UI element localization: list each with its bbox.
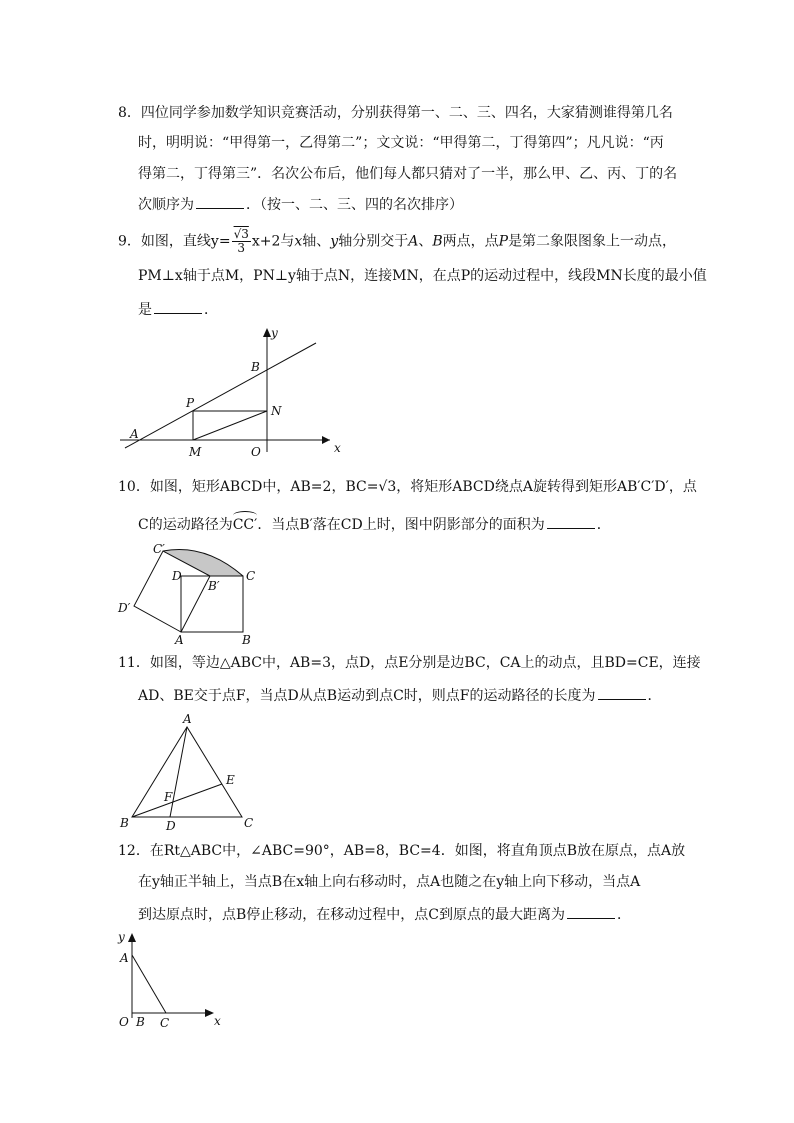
label-y: y [118, 930, 125, 944]
q9-text: 轴、 [302, 233, 331, 250]
label-b: B [242, 633, 251, 647]
label-a: A [175, 633, 184, 647]
label-n: N [271, 404, 282, 418]
label-c: C [160, 1016, 170, 1030]
q9-var: x [294, 233, 303, 250]
q11-line-1: 11．如图，等边△ABC中，AB=3，点D，点E分别是边BC，CA上的动点，且BD=CE，连接 [118, 655, 701, 671]
y-axis-arrow-icon [128, 933, 136, 942]
q9-text: 、 [418, 233, 433, 250]
q9-text: 是 [138, 302, 152, 318]
label-a: A [130, 427, 139, 441]
label-e: E [226, 773, 235, 787]
q12-line-1: 12．在Rt△ABC中，∠ABC=90°，AB=8，BC=4．如图，将直角顶点B放在原点，点A放 [118, 843, 686, 859]
label-d1: D′ [118, 601, 131, 615]
label-b: B [120, 816, 129, 830]
label-f: F [164, 790, 173, 804]
label-b1: B′ [208, 579, 220, 593]
q11-text: AD、BE交于点F，当点D从点B运动到点C时，则点F的运动路径的长度为 [138, 688, 596, 704]
q12-text: 到达原点时，点B停止移动，在移动过程中，点C到原点的最大距离为 [138, 907, 565, 923]
q9-var: B [432, 233, 443, 250]
q9-text: 是第二象限图象上一动点， [508, 233, 677, 250]
q9-var: A [408, 233, 419, 250]
q8-line-3: 得第二，丁得第三”．名次公布后，他们每人都只猜对了一半，那么甲、乙、丙、丁的名 [138, 166, 678, 182]
fraction-denominator: 3 [237, 241, 246, 255]
q8-text: 次顺序为 [138, 197, 194, 213]
label-c: C [246, 569, 256, 583]
segment-ac [132, 955, 166, 1013]
q9-text-tail: ． [204, 302, 218, 318]
label-d: D [166, 819, 176, 833]
q8-line-2: 时，明明说：“甲得第一，乙得第二”；文文说：“甲得第二，丁得第四”；凡凡说：“丙 [138, 135, 664, 151]
label-b: B [136, 1015, 145, 1029]
label-o: O [119, 1015, 129, 1029]
x-axis-arrow-icon [205, 1009, 214, 1017]
q12-text-tail: ． [617, 907, 631, 923]
q8-line-1: 8．四位同学参加数学知识竞赛活动，分别获得第一、二、三、四名，大家猜测谁得第几名 [118, 105, 673, 121]
q11-text-tail: ． [647, 688, 662, 704]
label-y: y [271, 326, 278, 340]
q9-line-2: PM⊥x轴于点M，PN⊥y轴于点N，连接MN，在点P的运动过程中，线段MN长度的最小值 [138, 268, 707, 284]
label-p: P [186, 396, 195, 410]
q8-text-tail: ．（按一、二、三、四的名次排序） [246, 197, 463, 213]
q9-eq-y: y= [210, 233, 231, 250]
label-d: D [172, 569, 182, 583]
label-m: M [189, 445, 202, 459]
q12-line-2: 在y轴正半轴上，当点B在x轴上向右移动时，点A也随之在y轴上向下移动，当点A [138, 874, 641, 890]
arc-cc-label: CC′ [232, 517, 258, 533]
label-x: x [334, 441, 341, 455]
q9-text: 9．如图，直线 [118, 233, 211, 250]
label-o: O [251, 445, 261, 459]
label-c: C [244, 816, 254, 830]
q9-text: 轴分别交于 [338, 233, 409, 250]
q9-eq-x: x+2 [251, 233, 281, 250]
fraction-numerator: √3 [233, 227, 249, 241]
label-a: A [183, 712, 192, 726]
label-c1: C′ [153, 542, 165, 556]
q9-text: 两点，点 [442, 233, 499, 250]
label-a: A [120, 951, 129, 965]
q10-line-1: 10．如图，矩形ABCD中，AB=2，BC=√3，将矩形ABCD绕点A旋转得到矩形AB′C′D′，点 [118, 479, 697, 495]
q9-var: P [498, 233, 509, 250]
q10-text: C的运动路径为 [138, 517, 233, 533]
label-b: B [251, 360, 260, 374]
label-x: x [214, 1014, 221, 1028]
q10-text-tail: ． [596, 517, 611, 533]
q9-text: 与 [280, 233, 295, 250]
q10-text: ．当点B′落在CD上时，图中阴影部分的面积为 [257, 517, 545, 533]
q9-var: y [330, 233, 339, 250]
